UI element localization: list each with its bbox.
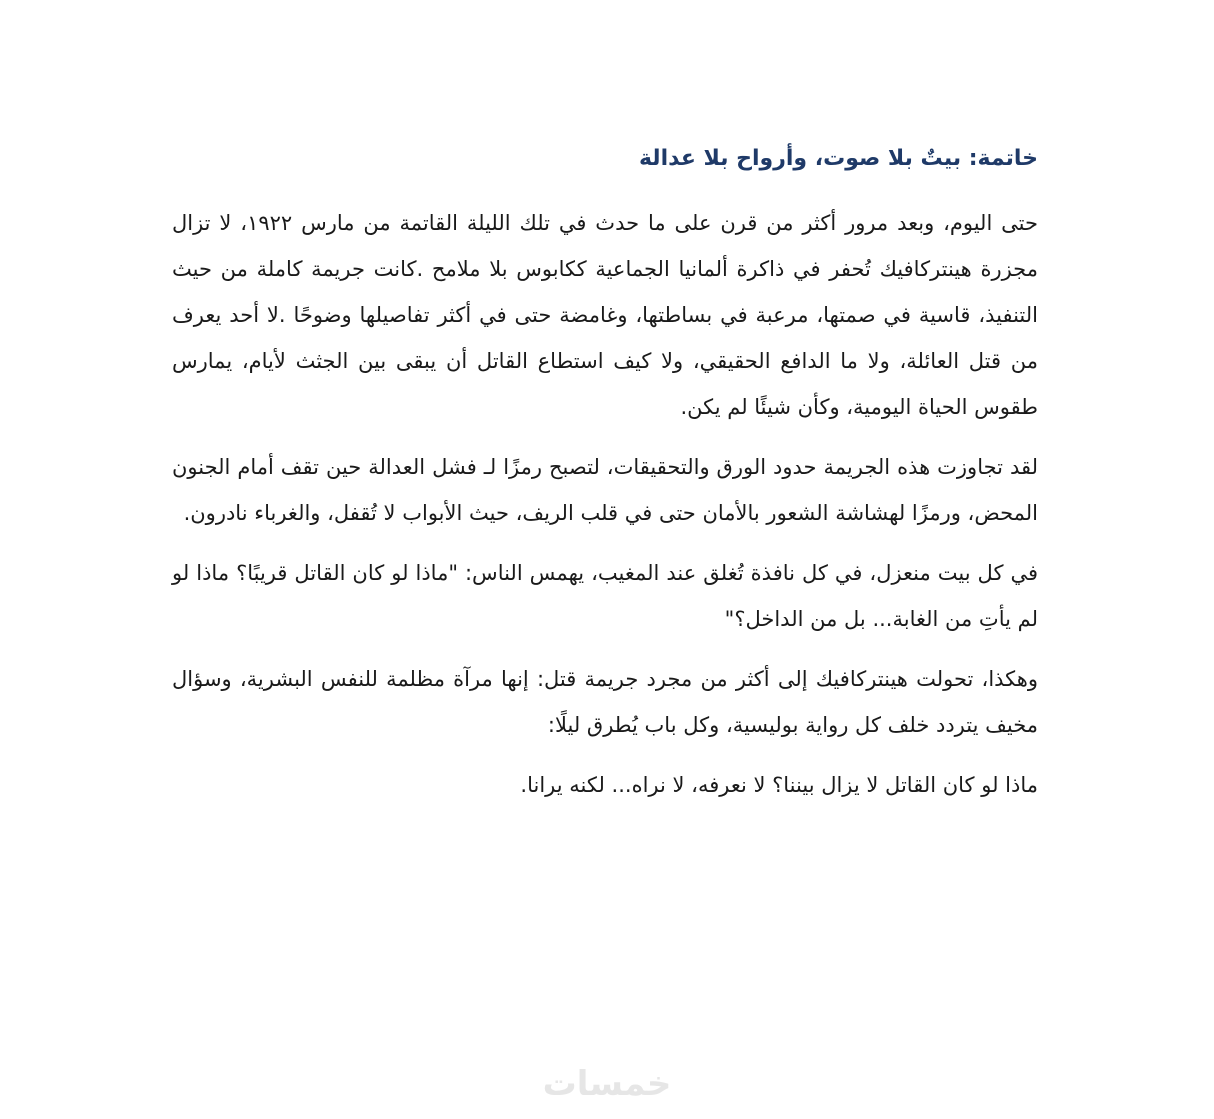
paragraph-3: في كل بيت منعزل، في كل نافذة تُغلق عند المغيب، يهمس الناس: "ماذا لو كان القاتل قريبًا؟ ماذا لو لم يأتِ من الغابة... بل من الداخل؟"	[172, 561, 1038, 631]
paragraph-2: لقد تجاوزت هذه الجريمة حدود الورق والتحقيقات، لتصبح رمزًا لـ فشل العدالة حين تقف أمام الجنون المحض، ورمزًا لهشاشة الشعور بالأمان حتى في قلب الريف، حيث الأبواب لا تُقفل، والغرباء نادرون.	[172, 455, 1038, 525]
article	[172, 138, 1038, 822]
watermark-logo: خمسات	[542, 1064, 672, 1104]
paragraph-4: وهكذا، تحولت هينتركافيك إلى أكثر من مجرد جريمة قتل: إنها مرآة مظلمة للنفس البشرية، وسؤال مخيف يتردد خلف كل رواية بوليسية، وكل باب يُطرق ليلًا:	[172, 667, 1038, 737]
article-heading: خاتمة: بيتٌ بلا صوت، وأرواح بلا عدالة	[638, 146, 1038, 171]
paragraph-5: ماذا لو كان القاتل لا يزال بيننا؟ لا نعرفه، لا نراه... لكنه يرانا.	[520, 773, 1038, 797]
paragraph-1: حتى اليوم، وبعد مرور أكثر من قرن على ما حدث في تلك الليلة القاتمة من مارس ١٩٢٢، لا تزال مجزرة هينتركافيك تُحفر في ذاكرة ألمانيا الجماعية ككابوس بلا ملامح .كانت جريمة كاملة من حيث التنفيذ، قاسية في صمتها، مرعبة في بساطتها، وغامضة حتى في أكثر تفاصيلها وضوحًا .لا أحد يعرف من قتل العائلة، ولا ما الدافع الحقيقي، ولا كيف استطاع القاتل أن يبقى بين الجثث لأيام، يمارس طقوس الحياة اليومية، وكأن شيئًا لم يكن.	[172, 211, 1039, 419]
